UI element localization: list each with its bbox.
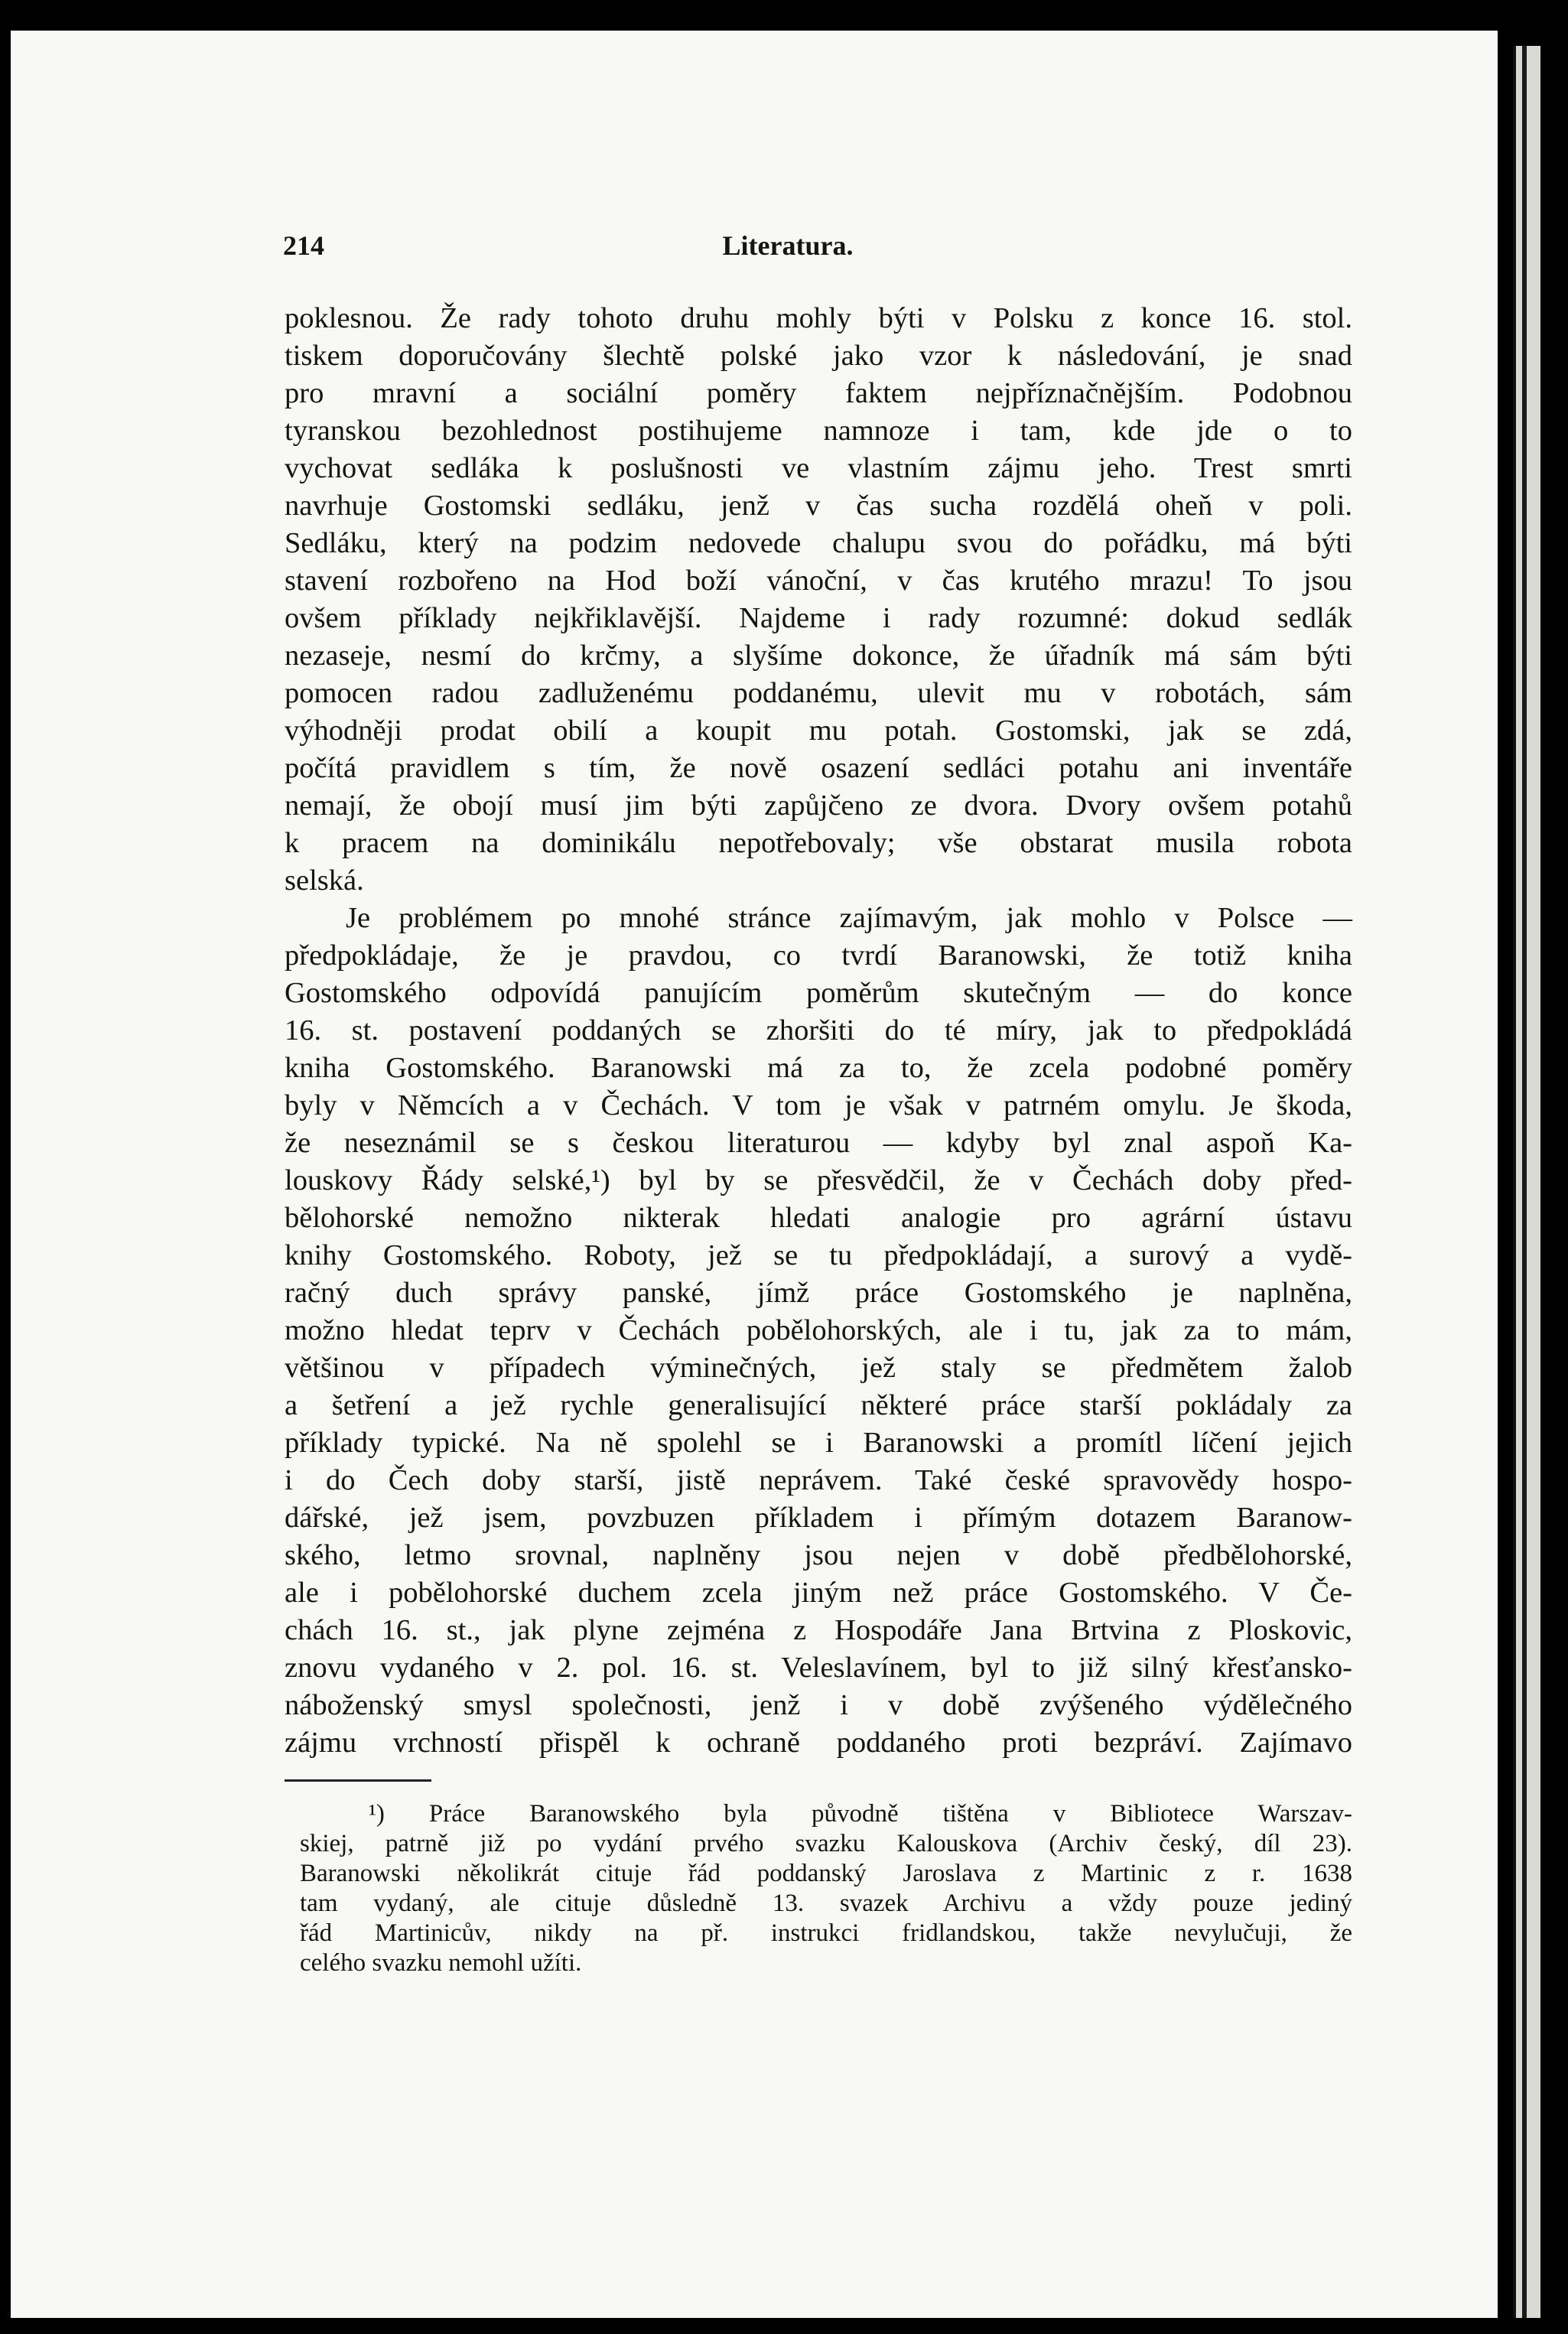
body-line: Gostomského odpovídá panujícím poměrům skutečným — do konce	[285, 977, 1352, 1009]
body-line: že neseznámil se s českou literaturou — kdyby byl znal aspoň Ka-	[285, 1127, 1352, 1159]
body-line: račný duch správy panské, jímž práce Gostomského je naplněna,	[285, 1277, 1352, 1309]
body-line: vychovat sedláka k poslušnosti ve vlastním zájmu jeho. Trest smrti	[285, 452, 1352, 484]
body-line: bělohorské nemožno nikterak hledati analogie pro agrární ústavu	[285, 1202, 1352, 1234]
footnote-rule	[285, 1779, 431, 1782]
body-line: tiskem doporučovány šlechtě polské jako vzor k následování, je snad	[285, 340, 1352, 372]
page-edge-shadow	[1522, 46, 1527, 2318]
body-line: kniha Gostomského. Baranowski má za to, že zcela podobné poměry	[285, 1052, 1352, 1084]
body-line: Je problémem po mnohé stránce zajímavým, jak mohlo v Polsce —	[346, 902, 1352, 934]
body-line: Sedláku, který na podzim nedovede chalupu svou do pořádku, má býti	[285, 527, 1352, 559]
body-line: pomocen radou zadluženému poddanému, ulevit mu v robotách, sám	[285, 677, 1352, 709]
body-line: předpokládaje, že je pravdou, co tvrdí Baranowski, že totiž kniha	[285, 939, 1352, 972]
page-header	[283, 229, 1293, 266]
footnote-line: skiej, patrně již po vydání prvého svazku Kalouskova (Archiv český, díl 23).	[300, 1830, 1352, 1857]
body-line: ale i pobělohorské duchem zcela jiným než práce Gostomského. V Če-	[285, 1577, 1352, 1609]
footnote-line: celého svazku nemohl užíti.	[300, 1949, 582, 1977]
body-line: navrhuje Gostomski sedláku, jenž v čas sucha rozdělá oheň v poli.	[285, 490, 1352, 522]
adjacent-page-edge	[1513, 46, 1540, 2318]
body-text	[285, 300, 1352, 1762]
footnote-line: tam vydaný, ale cituje důsledně 13. svazek Archivu a vždy pouze jediný	[300, 1890, 1352, 1917]
body-line: byly v Němcích a v Čechách. V tom je však v patrném omylu. Je škoda,	[285, 1089, 1352, 1121]
body-line: počítá pravidlem s tím, že nově osazení sedláci potahu ani inventáře	[285, 752, 1352, 784]
body-line: pro mravní a sociální poměry faktem nejpříznačnějším. Podobnou	[285, 377, 1352, 409]
body-line: zájmu vrchností přispěl k ochraně poddaného proti bezpráví. Zajímavo	[285, 1727, 1352, 1759]
body-line: náboženský smysl společnosti, jenž i v době zvýšeného výdělečného	[285, 1689, 1352, 1721]
body-line: většinou v případech výminečných, jež staly se předmětem žalob	[285, 1352, 1352, 1384]
footnote-line: řád Martinicův, nikdy na př. instrukci fridlandskou, takže nevylučuji, že	[300, 1919, 1352, 1947]
body-line: a šetření a jež rychle generalisující některé práce starší pokládaly za	[285, 1389, 1352, 1421]
body-line: příklady typické. Na ně spolehl se i Baranowski a promítl líčení jejich	[285, 1427, 1352, 1459]
body-line: ského, letmo srovnal, naplněny jsou nejen v době předbělohorské,	[285, 1539, 1352, 1571]
body-line: znovu vydaného v 2. pol. 16. st. Veleslavínem, byl to již silný křesťansko-	[285, 1652, 1352, 1684]
body-line: stavení rozbořeno na Hod boží vánoční, v čas krutého mrazu! To jsou	[285, 565, 1352, 597]
body-line: nemají, že obojí musí jim býti zapůjčeno ze dvora. Dvory ovšem potahů	[285, 789, 1352, 822]
body-line: možno hledat teprv v Čechách pobělohorských, ale i tu, jak za to mám,	[285, 1314, 1352, 1346]
body-line: ovšem příklady nejkřiklavější. Najdeme i rady rozumné: dokud sedlák	[285, 602, 1352, 634]
body-line: výhodněji prodat obilí a koupit mu potah. Gostomski, jak se zdá,	[285, 715, 1352, 747]
body-line: nezaseje, nesmí do krčmy, a slyšíme dokonce, že úřadník má sám býti	[285, 640, 1352, 672]
body-line: dářské, jež jsem, povzbuzen příkladem i přímým dotazem Baranow-	[285, 1502, 1352, 1534]
body-line: knihy Gostomského. Roboty, jež se tu předpokládají, a surový a vydě-	[285, 1239, 1352, 1271]
body-line: i do Čech doby starší, jistě neprávem. Také české spravovědy hospo-	[285, 1464, 1352, 1496]
body-line: chách 16. st., jak plyne zejména z Hospodáře Jana Brtvina z Ploskovic,	[285, 1614, 1352, 1646]
running-title: Literatura.	[722, 230, 854, 261]
body-line: selská.	[285, 864, 364, 897]
footnote-line: ¹) Práce Baranowského byla původně tištěna v Bibliotece Warszav-	[369, 1800, 1352, 1828]
footnote-line: Baranowski několikrát cituje řád poddanský Jaroslava z Martinic z r. 1638	[300, 1860, 1352, 1887]
body-line: louskovy Řády selské,¹) byl by se přesvědčil, že v Čechách doby před-	[285, 1164, 1352, 1196]
body-line: tyranskou bezohlednost postihujeme namnoze i tam, kde jde o to	[285, 415, 1352, 447]
page-number: 214	[283, 230, 324, 261]
body-line: 16. st. postavení poddaných se zhoršiti do té míry, jak to předpokládá	[285, 1014, 1352, 1047]
body-line: poklesnou. Že rady tohoto druhu mohly býti v Polsku z konce 16. stol.	[285, 302, 1352, 334]
body-line: k pracem na dominikálu nepotřebovaly; vše obstarat musila robota	[285, 827, 1352, 859]
footnotes	[300, 1799, 1352, 1978]
